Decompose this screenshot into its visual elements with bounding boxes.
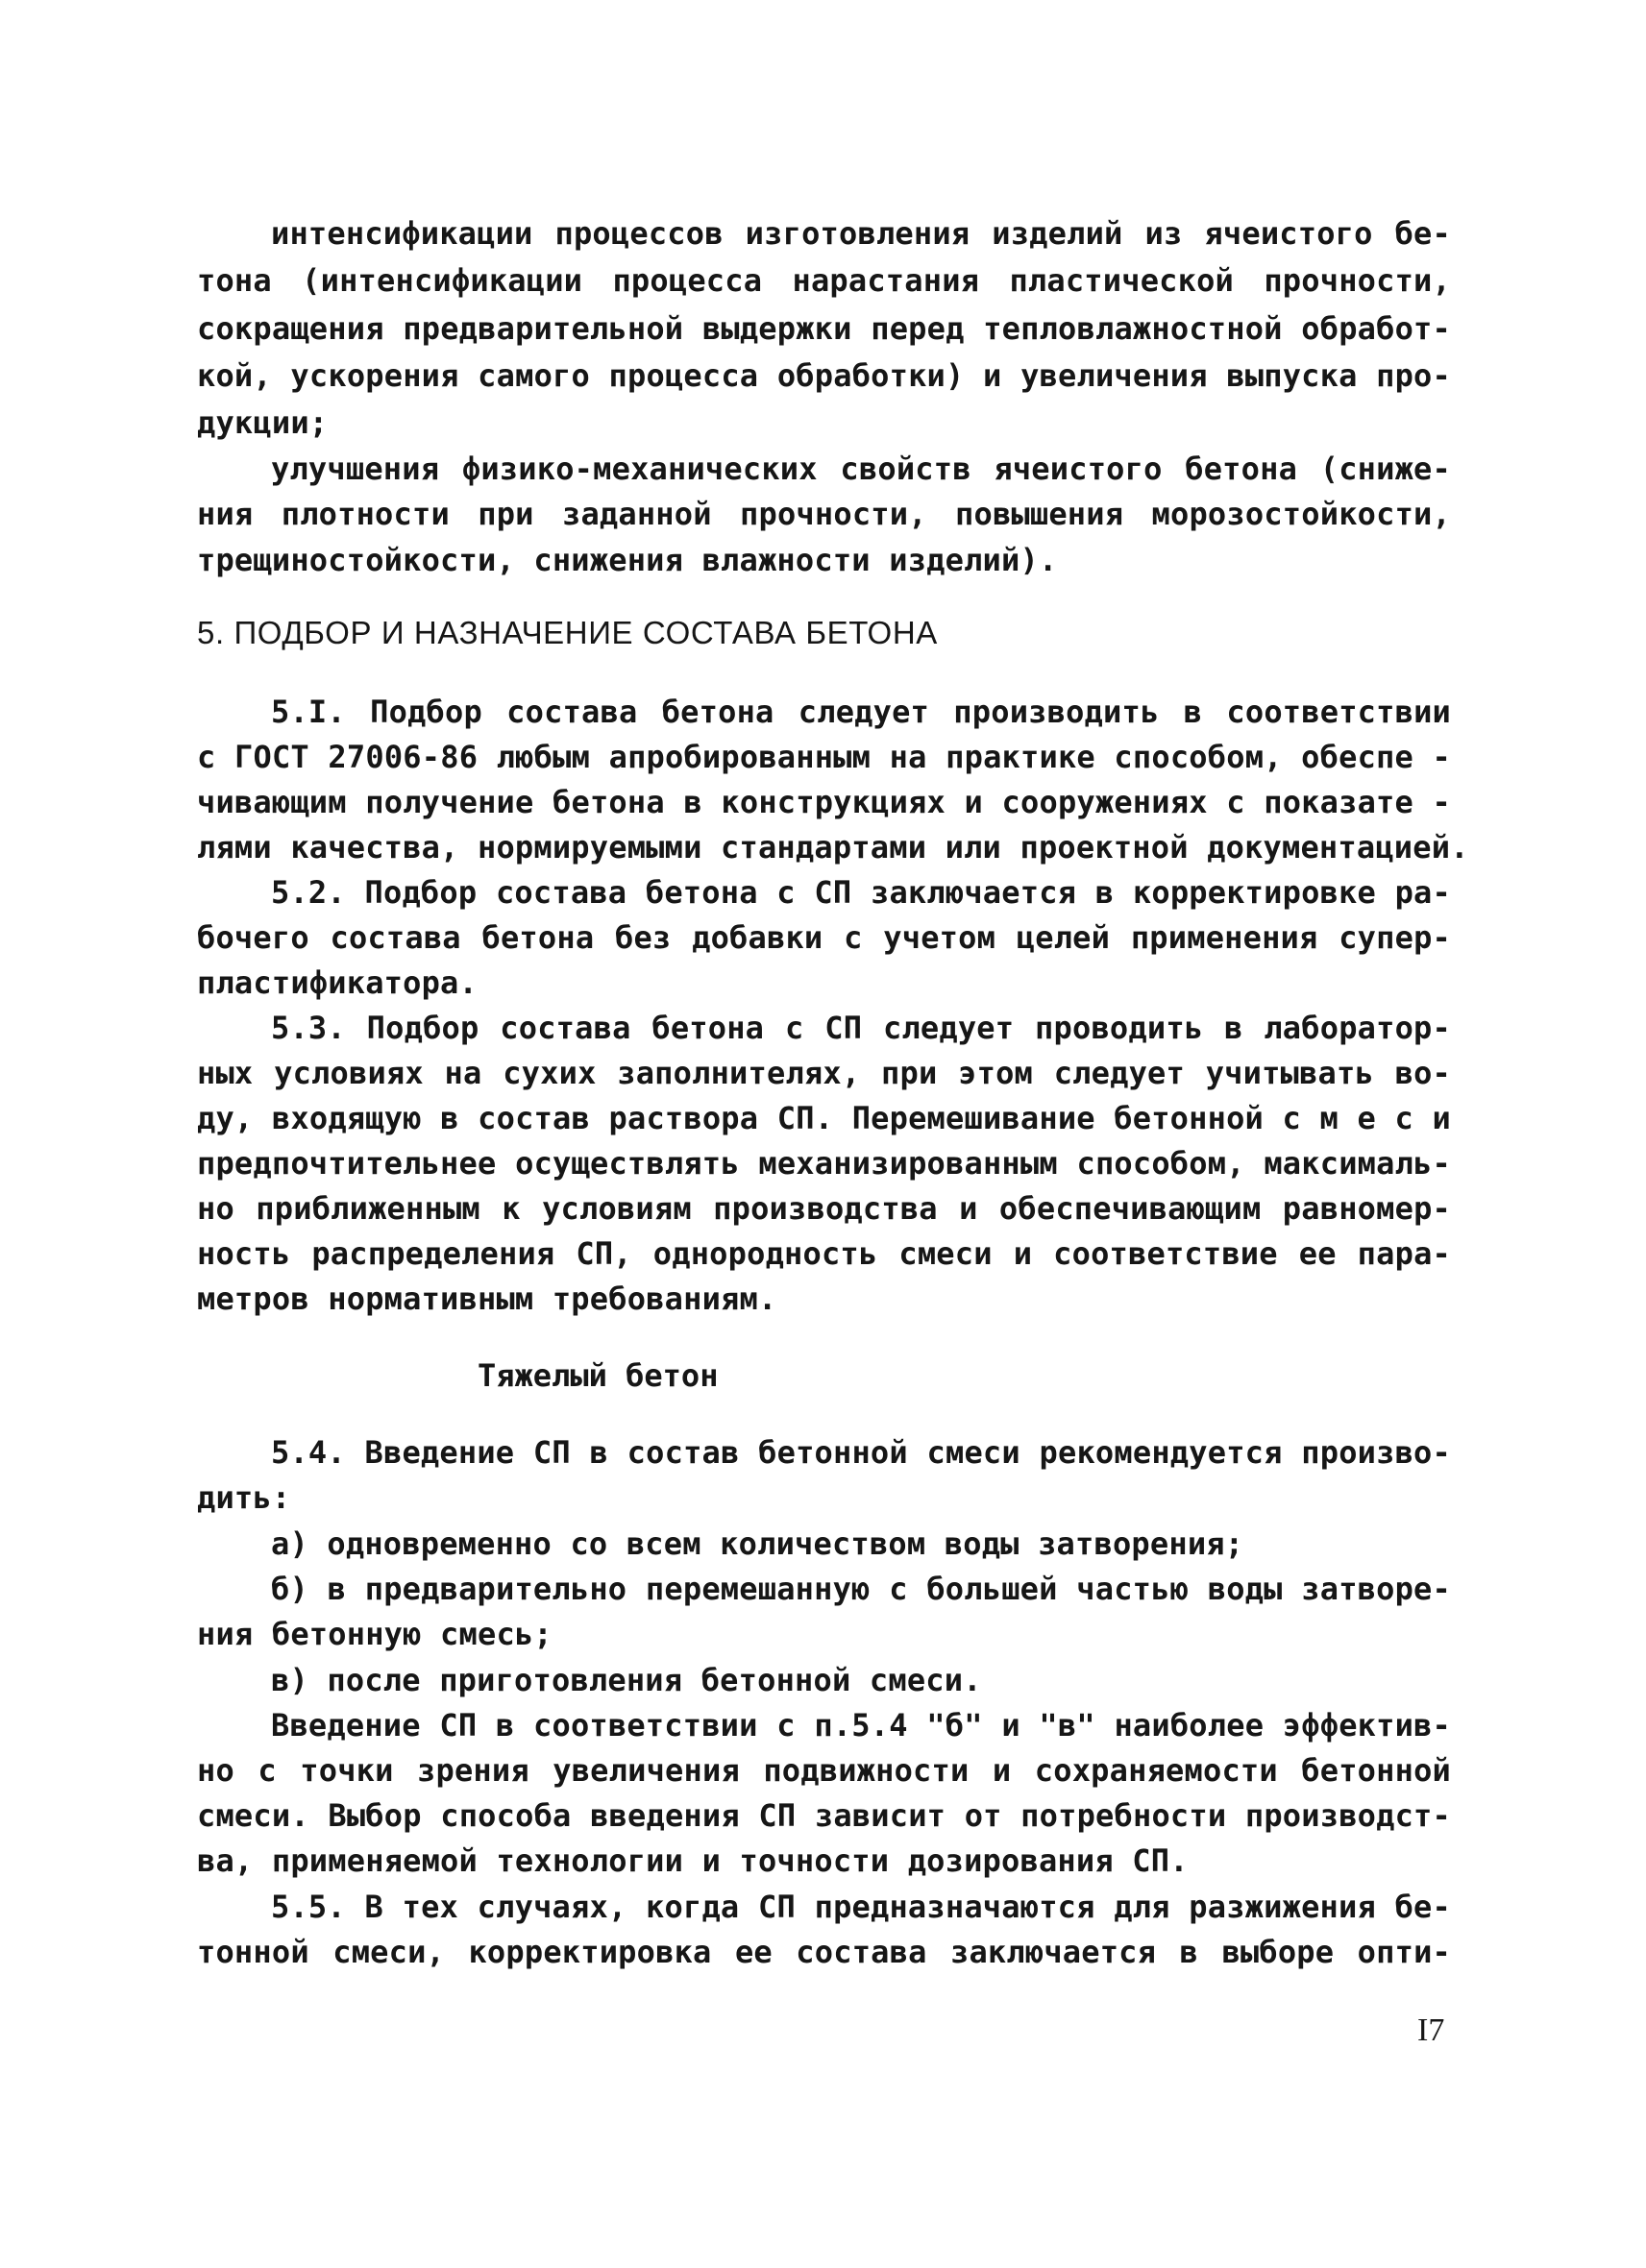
text-line: дукции; xyxy=(197,404,329,441)
text-line: метров нормативным требованиям. xyxy=(197,1280,777,1317)
text-line: 5.I. Подбор состава бетона следует производить в соответствии xyxy=(271,694,1451,730)
text-line: ва, применяемой технологии и точности дозирования СП. xyxy=(197,1842,1189,1879)
text-line: интенсификации процессов изготовления изделий из ячеистого бе- xyxy=(271,215,1451,252)
list-item: б) в предварительно перемешанную с большей частью воды затворе- xyxy=(271,1571,1451,1607)
text-line: тона (интенсификации процесса нарастания пластической прочности, xyxy=(197,262,1451,299)
page-number: I7 xyxy=(1417,2012,1445,2048)
text-line: улучшения физико-механических свойств ячеистого бетона (сниже- xyxy=(271,451,1451,487)
text-line: ность распределения СП, однородность смеси и соответствие ее пара- xyxy=(197,1235,1451,1272)
list-item: в) после приготовления бетонной смеси. xyxy=(271,1662,982,1698)
text-line: Введение СП в соответствии с п.5.4 "б" и "в" наиболее эффектив- xyxy=(271,1707,1451,1744)
text-line: бочего состава бетона без добавки с учетом целей применения супер- xyxy=(197,919,1451,956)
text-line: 5.4. Введение СП в состав бетонной смеси рекомендуется произво- xyxy=(271,1434,1451,1471)
text-line: лями качества, нормируемыми стандартами или проектной документацией. xyxy=(197,829,1469,866)
text-line: ния бетонную смесь; xyxy=(197,1616,553,1652)
text-line: ния плотности при заданной прочности, повышения морозостойкости, xyxy=(197,496,1451,532)
text-line: чивающим получение бетона в конструкциях и сооружениях с показате - xyxy=(197,784,1451,820)
text-line: кой, ускорения самого процесса обработки) и увеличения выпуска про- xyxy=(197,357,1451,394)
text-line: но с точки зрения увеличения подвижности и сохраняемости бетонной xyxy=(197,1752,1451,1789)
text-line: предпочтительнее осуществлять механизированным способом, максималь- xyxy=(197,1145,1451,1182)
text-line: 5.5. В тех случаях, когда СП предназначаются для разжижения бе- xyxy=(271,1889,1451,1925)
text-line: 5.2. Подбор состава бетона с СП заключается в корректировке ра- xyxy=(271,874,1451,911)
list-item: а) одновременно со всем количеством воды затворения; xyxy=(271,1525,1244,1562)
text-line: ду, входящую в состав раствора СП. Перемешивание бетонной с м е с и xyxy=(197,1100,1451,1136)
text-line: пластификатора. xyxy=(197,964,478,1001)
text-line: смеси. Выбор способа введения СП зависит от потребности производст- xyxy=(197,1797,1451,1834)
text-line: ных условиях на сухих заполнителях, при этом следует учитывать во- xyxy=(197,1055,1451,1091)
section-heading: 5. ПОДБОР И НАЗНАЧЕНИЕ СОСТАВА БЕТОНА xyxy=(197,615,938,650)
text-line: дить: xyxy=(197,1479,291,1516)
text-line: но приближенным к условиям производства и обеспечивающим равномер- xyxy=(197,1190,1451,1227)
text-line: трещиностойкости, снижения влажности изделий). xyxy=(197,542,1058,578)
text-line: 5.3. Подбор состава бетона с СП следует проводить в лаборатор- xyxy=(271,1010,1451,1046)
subsection-heading: Тяжелый бетон xyxy=(478,1357,719,1394)
text-line: тонной смеси, корректировка ее состава заключается в выборе опти- xyxy=(197,1934,1451,1970)
text-line: с ГОСТ 27006-86 любым апробированным на практике способом, обеспе - xyxy=(197,739,1451,775)
text-line: сокращения предварительной выдержки перед тепловлажностной обработ- xyxy=(197,310,1451,347)
